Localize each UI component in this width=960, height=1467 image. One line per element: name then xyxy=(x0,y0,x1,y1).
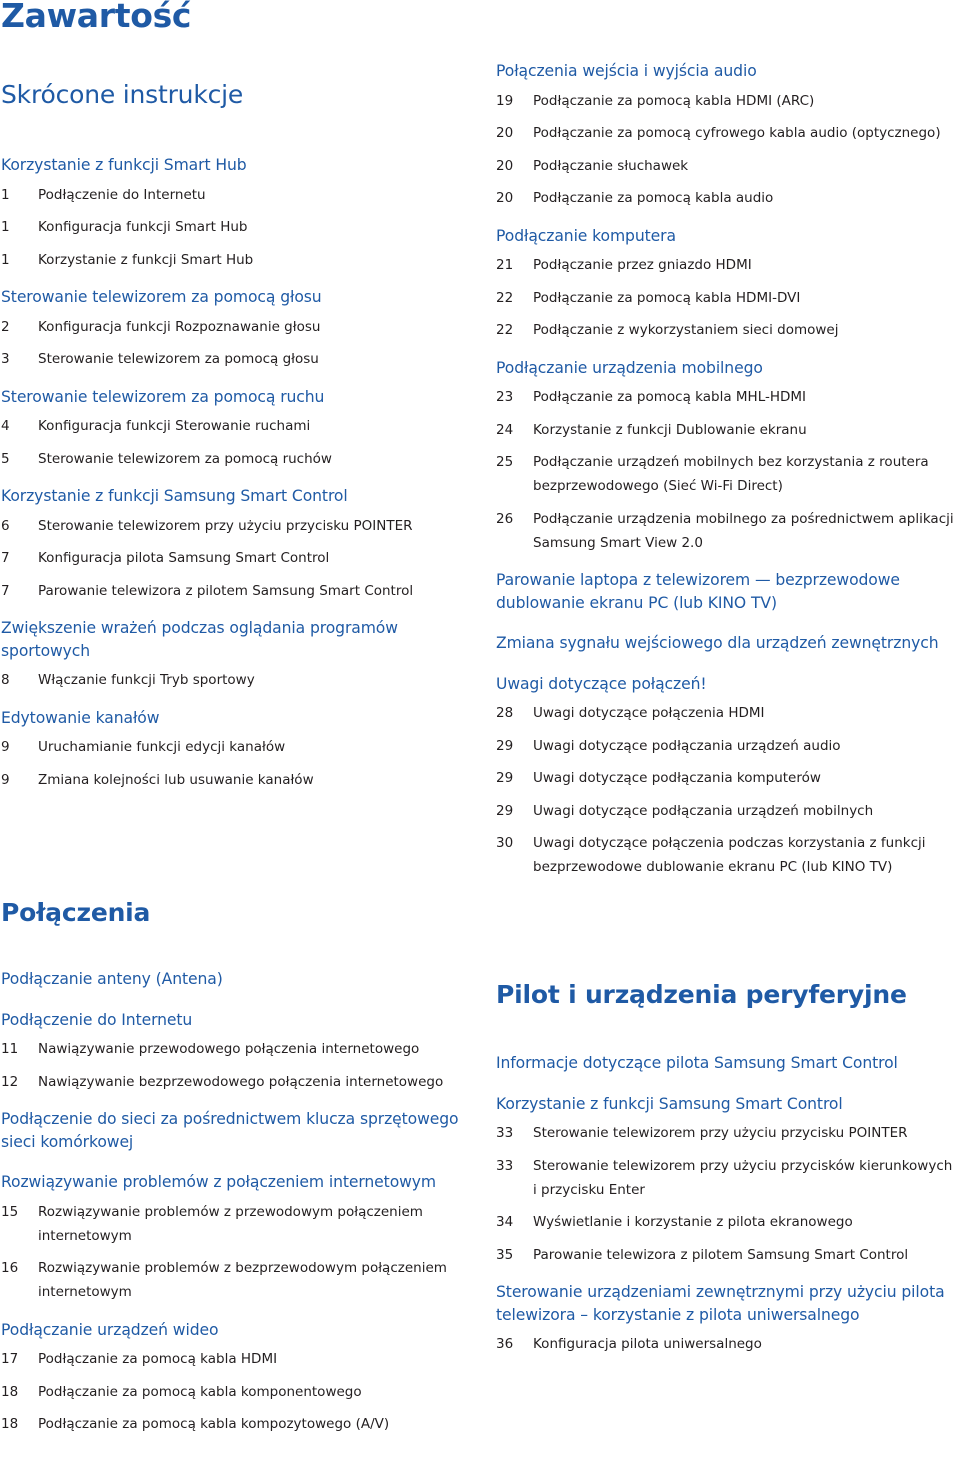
toc-entry[interactable] xyxy=(496,734,960,758)
toc-section xyxy=(496,673,960,894)
section-title-link[interactable]: Sterowanie telewizorem za pomocą głosu xyxy=(1,288,322,306)
page-number: 7 xyxy=(1,582,10,599)
entry-title: Konfiguracja funkcji Rozpoznawanie głosu xyxy=(38,318,321,335)
entry-title: Podłączanie za pomocą kabla HDMI xyxy=(38,1351,278,1367)
entry-title: Podłączanie za pomocą kabla komponentowego xyxy=(38,1383,362,1400)
toc-entry[interactable] xyxy=(496,286,960,310)
entry-title: Włączanie funkcji Tryb sportowy xyxy=(38,672,255,688)
part-title: Pilot i urządzenia peryferyjne xyxy=(496,980,907,1009)
toc-entry[interactable] xyxy=(1,514,471,538)
page-number: 6 xyxy=(1,517,10,534)
toc-part xyxy=(496,60,960,894)
toc-entry[interactable] xyxy=(1,1380,471,1404)
page-number: 29 xyxy=(496,770,514,786)
page-number: 5 xyxy=(1,450,10,467)
section-title-link[interactable]: Informacje dotyczące pilota Samsung Smart Control xyxy=(496,1054,898,1072)
toc-section xyxy=(1,485,471,617)
entry-title: Podłączenie do Internetu xyxy=(38,186,206,203)
toc-entry[interactable] xyxy=(1,735,471,759)
entry-title: Podłączanie słuchawek xyxy=(533,157,689,174)
toc-part xyxy=(1,898,471,1451)
entry-title: Konfiguracja pilota Samsung Smart Control xyxy=(38,550,330,566)
section-spacer xyxy=(496,1365,960,1371)
section-title-link[interactable]: Korzystanie z funkcji Samsung Smart Control xyxy=(496,1094,843,1113)
page-number: 11 xyxy=(1,1041,19,1057)
entry-title: Uwagi dotyczące połączenia HDMI xyxy=(533,705,765,721)
entry-title: Uwagi dotyczące podłączania urządzeń mobilnych xyxy=(533,802,874,819)
section-title-link[interactable]: Podłączanie urządzeń wideo xyxy=(1,1320,219,1339)
page-number: 9 xyxy=(1,739,10,755)
entry-title: Uruchamianie funkcji edycji kanałów xyxy=(38,739,286,755)
entry-title: Podłączanie za pomocą kabla audio xyxy=(533,190,774,206)
entry-title: Uwagi dotyczące podłączania urządzeń audio xyxy=(533,737,841,754)
toc-part xyxy=(496,980,960,1371)
entry-title: Zmiana kolejności lub usuwanie kanałów xyxy=(38,771,314,788)
page-number: 21 xyxy=(496,257,514,273)
toc-entry[interactable] xyxy=(496,1154,960,1202)
toc-entry[interactable] xyxy=(496,450,960,498)
toc-entry[interactable] xyxy=(1,668,471,692)
toc-entry[interactable] xyxy=(1,1037,471,1061)
page-number: 4 xyxy=(1,418,10,434)
entry-title: Sterowanie telewizorem za pomocą głosu xyxy=(38,351,319,367)
toc-entry[interactable] xyxy=(1,315,471,339)
toc-entry[interactable] xyxy=(1,579,471,603)
section-title-link[interactable]: Sterowanie urządzeniami zewnętrznymi przy użyciu pilota telewizora – korzystanie z pilota uniwersalnego xyxy=(496,1283,945,1324)
entry-title: Podłączanie za pomocą kabla HDMI-DVI xyxy=(533,289,801,306)
entry-title: Konfiguracja funkcji Smart Hub xyxy=(38,219,248,235)
section-title-link[interactable]: Edytowanie kanałów xyxy=(1,708,160,727)
entry-title: Korzystanie z funkcji Dublowanie ekranu xyxy=(533,421,807,438)
page-number: 16 xyxy=(1,1260,19,1276)
page-number: 25 xyxy=(496,454,514,470)
section-spacer xyxy=(1,1445,471,1451)
page-number: 20 xyxy=(496,190,514,206)
toc-entry[interactable] xyxy=(496,253,960,277)
toc-entry[interactable] xyxy=(496,507,960,555)
toc-entry[interactable] xyxy=(1,1256,471,1304)
toc-entry[interactable] xyxy=(1,1412,471,1436)
section-title-link[interactable]: Podłączenie do Internetu xyxy=(1,1010,193,1029)
toc-section xyxy=(1,1009,471,1109)
page-number: 19 xyxy=(496,92,514,109)
toc-entry[interactable] xyxy=(496,766,960,790)
toc-entry[interactable] xyxy=(496,154,960,178)
toc-entry[interactable] xyxy=(496,121,960,145)
entry-title: Sterowanie telewizorem przy użyciu przycisku POINTER xyxy=(38,517,413,534)
toc-entry[interactable] xyxy=(496,418,960,442)
toc-entry[interactable] xyxy=(496,701,960,725)
toc-entry[interactable] xyxy=(1,183,471,207)
toc-entry[interactable] xyxy=(496,1210,960,1234)
page-number: 29 xyxy=(496,802,514,819)
section-title-link[interactable]: Podłączanie anteny (Antena) xyxy=(1,970,223,988)
entry-title: Podłączanie za pomocą kabla HDMI (ARC) xyxy=(533,92,815,109)
toc-section xyxy=(1,1108,471,1153)
page-number: 9 xyxy=(1,771,10,788)
toc-entry[interactable] xyxy=(496,1332,960,1356)
section-title-link[interactable]: Połączenia wejścia i wyjścia audio xyxy=(496,62,757,80)
entry-title: Sterowanie telewizorem za pomocą ruchów xyxy=(38,450,332,467)
toc-entry[interactable] xyxy=(496,1243,960,1267)
toc-entry[interactable] xyxy=(1,414,471,438)
toc-entry[interactable] xyxy=(496,831,960,879)
toc-part xyxy=(1,80,471,806)
toc-section xyxy=(1,707,471,807)
toc-section xyxy=(496,225,960,357)
page-number: 18 xyxy=(1,1383,19,1400)
page-number: 12 xyxy=(1,1073,19,1090)
page-number: 36 xyxy=(496,1336,514,1352)
toc-section xyxy=(496,632,960,655)
toc-section xyxy=(496,1281,960,1371)
toc-entry[interactable] xyxy=(1,546,471,570)
entry-title: Podłączanie przez gniazdo HDMI xyxy=(533,257,752,273)
section-spacer xyxy=(496,888,960,894)
page-number: 30 xyxy=(496,835,514,851)
toc-section xyxy=(496,357,960,570)
entry-title: Podłączanie za pomocą kabla MHL-HDMI xyxy=(533,389,807,405)
page-number: 17 xyxy=(1,1351,19,1367)
section-title-link[interactable]: Korzystanie z funkcji Smart Hub xyxy=(1,156,247,174)
entry-title: Konfiguracja funkcji Sterowanie ruchami xyxy=(38,418,311,434)
toc-section xyxy=(1,286,471,386)
toc-entry[interactable] xyxy=(1,215,471,239)
section-title-link[interactable]: Podłączanie urządzenia mobilnego xyxy=(496,358,763,377)
page-number: 1 xyxy=(1,186,10,203)
toc-entry[interactable] xyxy=(1,1070,471,1094)
toc-entry[interactable] xyxy=(1,248,471,272)
toc-section xyxy=(496,569,960,614)
section-title-link[interactable]: Podłączenie do sieci za pośrednictwem klucza sprzętowego sieci komórkowej xyxy=(1,1110,459,1151)
page-number: 1 xyxy=(1,251,10,268)
page-number: 18 xyxy=(1,1416,19,1432)
section-title-link[interactable]: Podłączanie komputera xyxy=(496,226,676,245)
section-title-link[interactable]: Rozwiązywanie problemów z połączeniem internetowym xyxy=(1,1173,437,1191)
toc-entry[interactable] xyxy=(496,89,960,113)
entry-title: Sterowanie telewizorem przy użyciu przycisków kierunkowych i przycisku Enter xyxy=(533,1157,953,1198)
page-number: 1 xyxy=(1,219,10,235)
toc-section xyxy=(496,1052,960,1075)
toc-section xyxy=(496,60,960,225)
page-number: 20 xyxy=(496,125,514,141)
toc-entry[interactable] xyxy=(496,318,960,342)
toc-entry[interactable] xyxy=(1,347,471,371)
page-number: 7 xyxy=(1,550,10,566)
entry-title: Korzystanie z funkcji Smart Hub xyxy=(38,251,254,268)
entry-title: Rozwiązywanie problemów z przewodowym połączeniem internetowym xyxy=(38,1203,423,1244)
page-number: 8 xyxy=(1,672,10,688)
entry-title: Podłączanie z wykorzystaniem sieci domowej xyxy=(533,322,839,338)
entry-title: Podłączanie urządzenia mobilnego za pośrednictwem aplikacji Samsung Smart View 2.0 xyxy=(533,510,954,551)
section-spacer xyxy=(1,800,471,806)
page-number: 22 xyxy=(496,289,514,306)
toc-entry[interactable] xyxy=(496,385,960,409)
entry-title: Parowanie telewizora z pilotem Samsung Smart Control xyxy=(38,582,414,599)
entry-title: Parowanie telewizora z pilotem Samsung Smart Control xyxy=(533,1246,909,1263)
toc-entry[interactable] xyxy=(1,447,471,471)
toc-entry[interactable] xyxy=(1,1200,471,1248)
page-number: 24 xyxy=(496,421,514,438)
page-number: 3 xyxy=(1,351,10,367)
toc-entry[interactable] xyxy=(496,799,960,823)
section-title-link[interactable]: Uwagi dotyczące połączeń! xyxy=(496,674,707,693)
entry-title: Wyświetlanie i korzystanie z pilota ekranowego xyxy=(533,1214,853,1230)
part-title: Skrócone instrukcje xyxy=(1,80,244,109)
entry-title: Uwagi dotyczące podłączania komputerów xyxy=(533,770,821,786)
entry-title: Sterowanie telewizorem przy użyciu przycisku POINTER xyxy=(533,1125,908,1141)
toc-section xyxy=(1,154,471,286)
section-title-link[interactable]: Zwiększenie wrażeń podczas oglądania programów sportowych xyxy=(1,619,398,660)
entry-title: Nawiązywanie przewodowego połączenia internetowego xyxy=(38,1041,420,1057)
toc-entry[interactable] xyxy=(496,186,960,210)
page-number: 28 xyxy=(496,705,514,721)
part-title: Połączenia xyxy=(1,898,151,927)
toc-section xyxy=(1,968,471,991)
toc-section xyxy=(1,1171,471,1319)
page-number: 35 xyxy=(496,1246,514,1263)
toc-entry[interactable] xyxy=(496,1121,960,1145)
section-title-link[interactable]: Parowanie laptopa z telewizorem — bezprzewodowe dublowanie ekranu PC (lub KINO TV) xyxy=(496,571,900,612)
page-number: 29 xyxy=(496,737,514,754)
entry-title: Podłączanie za pomocą kabla kompozytowego (A/V) xyxy=(38,1416,390,1432)
page-number: 26 xyxy=(496,510,514,527)
section-title-link[interactable]: Korzystanie z funkcji Samsung Smart Control xyxy=(1,487,348,505)
section-title-link[interactable]: Sterowanie telewizorem za pomocą ruchu xyxy=(1,387,325,406)
page-number: 33 xyxy=(496,1125,514,1141)
page-number: 15 xyxy=(1,1203,19,1220)
entry-title: Konfiguracja pilota uniwersalnego xyxy=(533,1336,762,1352)
page-title: Zawartość xyxy=(1,0,192,35)
entry-title: Nawiązywanie bezprzewodowego połączenia internetowego xyxy=(38,1073,444,1090)
entry-title: Podłączanie za pomocą cyfrowego kabla audio (optycznego) xyxy=(533,125,941,141)
toc-section xyxy=(1,617,471,707)
entry-title: Uwagi dotyczące połączenia podczas korzystania z funkcji bezprzewodowe dublowanie ekranu PC (lub KINO TV) xyxy=(533,835,926,875)
toc-section xyxy=(496,1093,960,1282)
entry-title: Podłączanie urządzeń mobilnych bez korzystania z routera bezprzewodowego (Sieć Wi-Fi Direct) xyxy=(533,454,929,494)
page-number: 2 xyxy=(1,318,10,335)
page-number: 23 xyxy=(496,389,514,405)
page-number: 20 xyxy=(496,157,514,174)
toc-entry[interactable] xyxy=(1,1347,471,1371)
toc-section xyxy=(1,386,471,486)
section-title-link[interactable]: Zmiana sygnału wejściowego dla urządzeń zewnętrznych xyxy=(496,634,939,652)
page-number: 34 xyxy=(496,1214,514,1230)
toc-entry[interactable] xyxy=(1,768,471,792)
page-number: 22 xyxy=(496,322,514,338)
page-number: 33 xyxy=(496,1157,514,1174)
entry-title: Rozwiązywanie problemów z bezprzewodowym połączeniem internetowym xyxy=(38,1260,447,1300)
toc-section xyxy=(1,1319,471,1451)
